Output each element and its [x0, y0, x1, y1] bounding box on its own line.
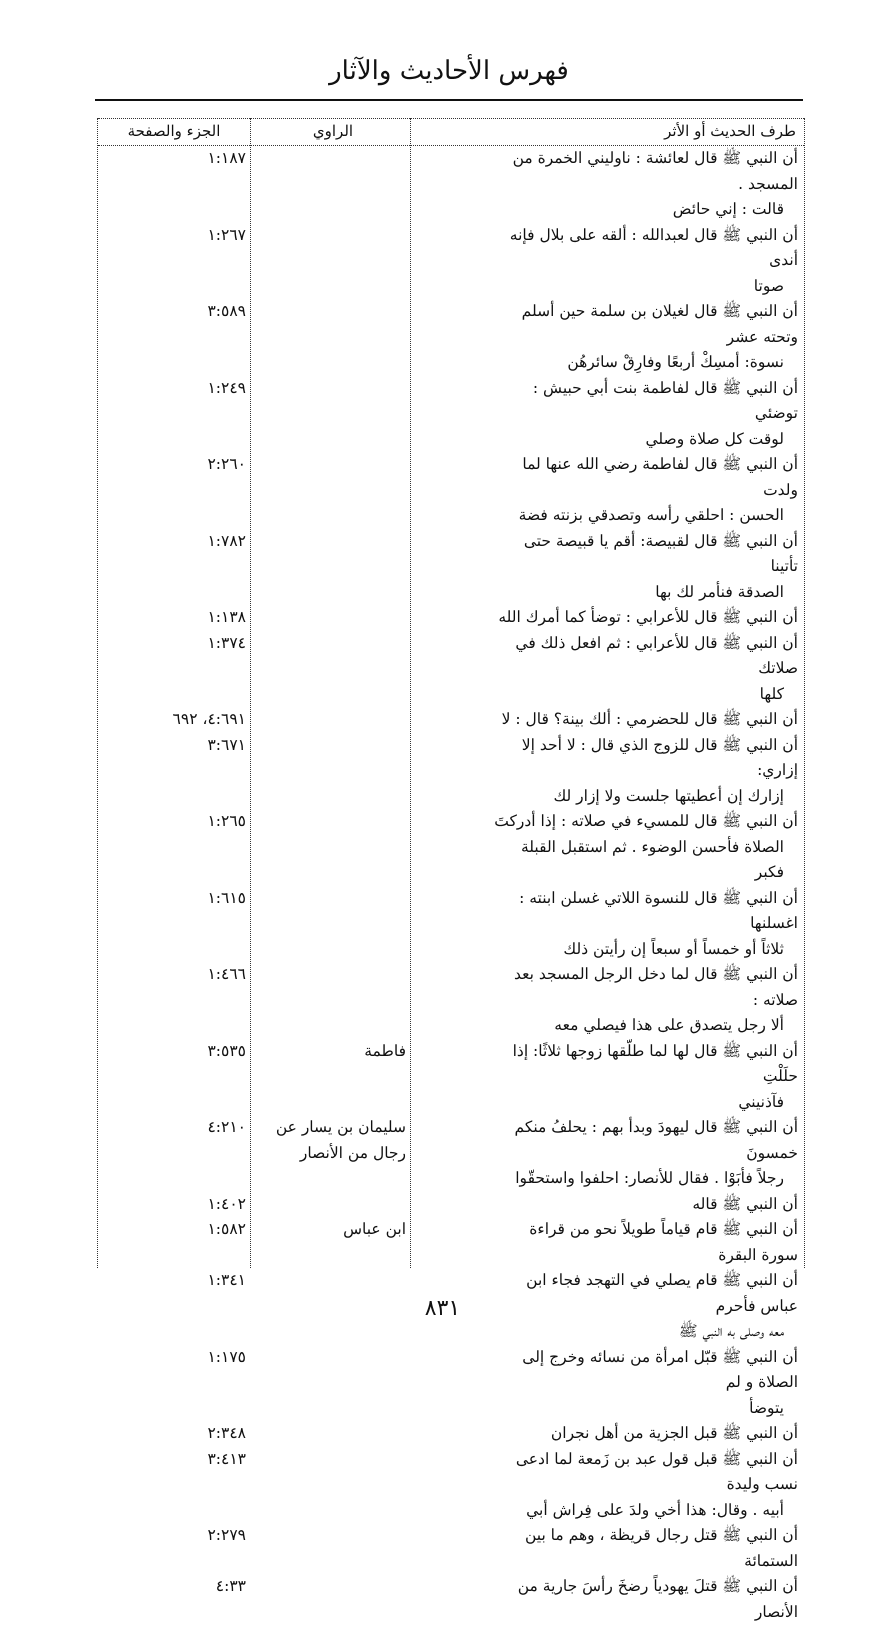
hadith-text-continuation: ألا رجل يتصدق على هذا فيصلي معه	[554, 1016, 784, 1034]
hadith-text	[492, 886, 798, 963]
volume-page-cell	[104, 1115, 246, 1141]
table-row	[98, 1039, 804, 1116]
volume-page-cell	[104, 962, 246, 988]
volume-page-value: ٤:٢١٠	[207, 1118, 246, 1136]
volume-page-value: ١:٤٦٦	[207, 965, 246, 983]
hadith-text-line: أن النبي ﷺ قتل رجال قريظة ، وهم ما بين الستمائة	[524, 1526, 798, 1570]
volume-page-cell	[104, 1421, 246, 1447]
hadith-text-line: أن النبي ﷺ قال لفاطمة رضي الله عنها لما ولدت	[522, 455, 798, 499]
volume-page-value: ١:٣٤١	[207, 1271, 246, 1289]
hadith-text-continuation: صوتا	[753, 276, 784, 295]
table-row	[98, 809, 804, 886]
volume-page-cell	[104, 1523, 246, 1549]
narrator-cell: فاطمة	[364, 1041, 406, 1060]
volume-page-cell	[104, 605, 246, 631]
volume-page-value: ٣:٦٧١	[207, 735, 246, 754]
volume-page-cell	[104, 886, 246, 912]
volume-page-cell	[104, 1039, 246, 1065]
volume-page-value: ٣:٤١٣	[207, 1449, 246, 1468]
table-row	[98, 1523, 804, 1574]
table-row	[98, 1192, 804, 1218]
header-volume-page: الجزء والصفحة	[127, 122, 221, 140]
hadith-text	[492, 962, 798, 1039]
volume-page-value: ١:٢٦٧	[207, 225, 246, 244]
table-row	[98, 605, 804, 631]
hadith-text	[492, 1523, 798, 1574]
volume-page-cell	[104, 376, 246, 402]
table-row	[98, 1447, 804, 1524]
table-row	[98, 529, 804, 606]
hadith-text-line: أن النبي ﷺ قال لعائشة : ناوليني الخمرة من المسجد .	[512, 149, 798, 193]
volume-page-value: ١:٧٨٢	[207, 531, 246, 550]
hadith-text	[492, 146, 798, 223]
volume-page-cell	[104, 1447, 246, 1473]
hadith-text-continuation: قالت : إني حائض	[672, 200, 784, 218]
hadith-text-line: أن النبي ﷺ قام يصلي في التهجد فجاء ابن عباس فأحرم	[526, 1271, 798, 1315]
table-row	[98, 886, 804, 963]
hadith-text	[492, 1421, 798, 1447]
hadith-text-line: أن النبي ﷺ قال للحضرمي : ألك بينة؟ قال : لا	[501, 710, 798, 728]
table-row	[98, 1115, 804, 1192]
table-row	[98, 1574, 804, 1625]
hadith-text	[492, 452, 798, 529]
hadith-text-line: أن النبي ﷺ قبّل امرأة من نسائه وخرج إلى الصلاة و لم	[522, 1347, 798, 1391]
hadith-text-continuation: يتوضأ	[749, 1398, 784, 1417]
hadith-text-continuation: رجلاً فأبَوْا . فقال للأنصار: احلفوا واستحقّوا	[515, 1169, 784, 1187]
volume-page-value: ٤:٦٩١، ٦٩٢	[172, 710, 246, 728]
volume-page-cell	[104, 1574, 246, 1600]
table-row	[98, 962, 804, 1039]
hadith-text	[492, 1192, 798, 1218]
hadith-text-line: أن النبي ﷺ قبل الجزية من أهل نجران	[550, 1424, 798, 1442]
hadith-text-continuation: أبيه . وقال: هذا أخي ولدَ على فِراش أبي	[526, 1500, 784, 1519]
table-row	[98, 733, 804, 810]
hadith-text-continuation: الحسن : احلقي رأسه وتصدقي بزنته فضة	[518, 506, 784, 524]
hadith-text-continuation: كلها	[759, 684, 784, 703]
hadith-text-line: أن النبي ﷺ قاله	[692, 1194, 798, 1213]
hadith-text-line: أن النبي ﷺ قال لفاطمة بنت أبي حبيش : توضئي	[532, 378, 798, 422]
hadith-text	[492, 1574, 798, 1625]
hadith-text-line: أن النبي ﷺ قال للأعرابي : ثم افعل ذلك في صلاتك	[515, 633, 798, 677]
volume-page-value: ١:٢٤٩	[207, 378, 246, 397]
volume-page-cell	[104, 146, 246, 172]
narrator-cell: ابن عباس	[343, 1220, 406, 1238]
volume-page-cell	[104, 809, 246, 835]
hadith-text-continuation: لوقت كل صلاة وصلي	[645, 429, 784, 448]
table-row	[98, 1217, 804, 1268]
volume-page-value: ٢:٢٦٠	[207, 455, 246, 473]
hadith-text-continuation: إزارك إن أعطيتها جلست ولا إزار لك	[553, 786, 784, 805]
hadith-text	[492, 376, 798, 453]
header-hadith-text: طرف الحديث أو الأثر	[664, 122, 796, 140]
hadith-text-line: أن النبي ﷺ قال للأعرابي : توضأ كما أمرك الله	[498, 608, 798, 626]
table-row	[98, 376, 804, 453]
table-row	[98, 299, 804, 376]
hadith-text	[492, 299, 798, 376]
volume-page-value: ٢:٣٤٨	[207, 1424, 246, 1442]
volume-page-cell	[104, 529, 246, 555]
volume-page-value: ١:٢٦٥	[207, 812, 246, 830]
volume-page-cell	[104, 1217, 246, 1243]
volume-page-value: ٤:٣٣	[215, 1577, 246, 1595]
volume-page-cell	[104, 707, 246, 733]
hadith-text	[492, 707, 798, 733]
page-title: فهرس الأحاديث والآثار	[329, 56, 569, 86]
hadith-text-continuation: ثلاثاً أو خمساً أو سبعاً إن رأيتن ذلك	[563, 939, 784, 958]
hadith-text	[492, 809, 798, 886]
table-row	[98, 707, 804, 733]
hadith-text-continuation: معه وصلى به النبي ﷺ	[678, 1322, 784, 1340]
hadith-text-continuation: الصدقة فنأمر لك بها	[655, 582, 784, 601]
narrator-cell: سليمان بن يسار عن رجال من الأنصار	[275, 1118, 406, 1162]
volume-page-cell	[104, 1192, 246, 1218]
hadith-text	[492, 223, 798, 300]
volume-page-value: ١:١٨٧	[207, 149, 246, 167]
volume-page-value: ٣:٥٨٩	[207, 302, 246, 320]
volume-page-value: ١:٣٧٤	[207, 633, 246, 652]
hadith-text-line: أن النبي ﷺ قال للنسوة اللاتي غسلن ابنته : اغسلنها	[519, 888, 798, 932]
hadith-text-line: أن النبي ﷺ قال لقبيصة: أقم يا قبيصة حتى تأتينا	[523, 531, 798, 575]
hadith-text	[492, 529, 798, 606]
hadith-text-line: أن النبي ﷺ قال ليهودَ وبدأ بهم : يحلفُ منكم خمسونَ	[514, 1118, 798, 1162]
hadith-text-line: أن النبي ﷺ قام قياماً طويلاً نحو من قراءة سورة البقرة	[529, 1220, 798, 1264]
volume-page-value: ١:١٧٥	[207, 1347, 246, 1366]
hadith-text-continuation: نسوة: أمسِكْ أربعًا وفارِقْ سائرهُن	[567, 353, 784, 371]
volume-page-cell	[104, 631, 246, 657]
hadith-text	[492, 1345, 798, 1422]
table-row	[98, 452, 804, 529]
header-narrator: الراوي	[312, 122, 354, 140]
volume-page-value: ٢:٢٧٩	[207, 1526, 246, 1544]
hadith-text	[492, 1039, 798, 1116]
volume-page-cell	[104, 733, 246, 759]
volume-page-value: ١:١٣٨	[207, 608, 246, 626]
table-row	[98, 1421, 804, 1447]
table-row	[98, 223, 804, 300]
hadith-text	[492, 733, 798, 810]
volume-page-cell	[104, 223, 246, 249]
volume-page-value: ٣:٥٣٥	[207, 1041, 246, 1060]
hadith-text-line: أن النبي ﷺ قال للمسيء في صلاته : إذا أدركتَ	[494, 812, 798, 830]
volume-page-value: ١:٤٠٢	[207, 1194, 246, 1213]
table-row	[98, 631, 804, 708]
hadith-text-line: أن النبي ﷺ قبل قول عبد بن زَمعة لما ادعى نسب وليدة	[515, 1449, 798, 1493]
volume-page-cell	[104, 1268, 246, 1294]
volume-page-cell	[104, 452, 246, 478]
hadith-text-continuation: فآذنيني	[738, 1092, 784, 1111]
hadith-text-line: أن النبي ﷺ قال لغيلان بن سلمة حين أسلم وتحته عشر	[521, 302, 798, 346]
hadith-text-line: أن النبي ﷺ قال لها لما طلّقها زوجها ثلاثًا: إذا حلَلْتِ	[512, 1041, 798, 1085]
hadith-text	[492, 1217, 798, 1268]
hadith-text	[492, 1447, 798, 1524]
table-row	[98, 146, 804, 223]
hadith-text	[492, 1115, 798, 1192]
hadith-text-continuation: الصلاة فأحسن الوضوء . ثم استقبل القبلة فكبر	[520, 837, 784, 881]
volume-page-cell	[104, 1345, 246, 1371]
hadith-text	[492, 631, 798, 708]
hadith-text-line: أن النبي ﷺ قال لعبدالله : ألقه على بلال فإنه أندى	[509, 225, 798, 269]
table-row	[98, 1345, 804, 1422]
volume-page-value: ١:٥٨٢	[207, 1220, 246, 1238]
volume-page-value: ١:٦١٥	[207, 888, 246, 907]
hadith-text	[492, 605, 798, 631]
hadith-text-line: أن النبي ﷺ قتلَ يهودياً رضخَ رأسَ جارية من الأنصار	[517, 1577, 798, 1621]
volume-page-cell	[104, 299, 246, 325]
table-body	[98, 146, 804, 1625]
title-rule	[95, 99, 803, 101]
hadith-text-line: أن النبي ﷺ قال للزوج الذي قال : لا أحد إلا إزاري:	[521, 735, 798, 779]
page-number: ٨٣١	[424, 1296, 461, 1321]
hadith-text-line: أن النبي ﷺ قال لما دخل الرجل المسجد بعد صلاته :	[514, 965, 798, 1009]
table-header	[98, 118, 804, 146]
